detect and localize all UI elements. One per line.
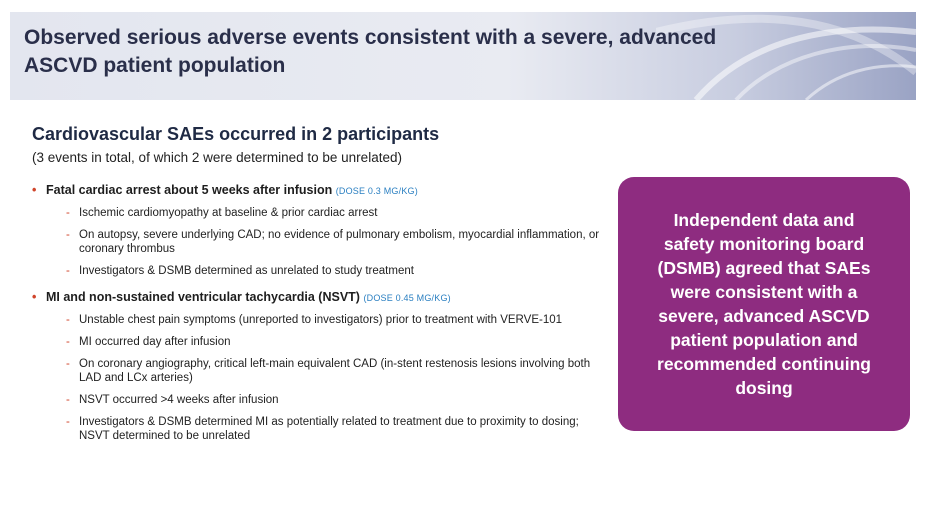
- event-detail: - NSVT occurred >4 weeks after infusion: [66, 394, 279, 406]
- dose-label: (DOSE 0.45 MG/KG): [363, 293, 451, 303]
- event-title: MI and non-sustained ventricular tachycardia (NSVT): [46, 290, 360, 304]
- event-detail: - On autopsy, severe underlying CAD; no evidence of pulmonary embolism, myocardial inflammation, or coronary thrombus: [66, 229, 600, 255]
- section-title: Cardiovascular SAEs occurred in 2 participants: [32, 124, 440, 144]
- dash-icon: -: [66, 229, 70, 241]
- dash-icon: -: [66, 207, 70, 219]
- event-detail: - Unstable chest pain symptoms (unreported to investigators) prior to treatment with VERVE-101: [66, 314, 563, 326]
- event-item: [32, 182, 602, 199]
- event-item: [32, 289, 602, 306]
- dash-icon: -: [66, 265, 70, 277]
- dose-label: (DOSE 0.3 MG/KG): [335, 186, 418, 196]
- event-detail: - Investigators & DSMB determined MI as potentially related to treatment due to proximity to dosing; NSVT determined to be unrelated: [66, 416, 579, 442]
- event-list: [32, 182, 602, 451]
- dash-icon: -: [66, 314, 70, 326]
- dsmb-callout-box: [618, 177, 910, 431]
- dash-icon: -: [66, 336, 70, 348]
- dash-icon: -: [66, 358, 70, 370]
- event-detail: - MI occurred day after infusion: [66, 336, 231, 348]
- bullet-icon: •: [32, 183, 37, 197]
- header-banner: [10, 12, 916, 100]
- event-title: Fatal cardiac arrest about 5 weeks after infusion: [46, 183, 333, 197]
- dash-icon: -: [66, 394, 70, 406]
- event-detail: - Ischemic cardiomyopathy at baseline & prior cardiac arrest: [66, 207, 378, 219]
- bullet-icon: •: [32, 290, 37, 304]
- callout-text: Independent data and safety monitoring board (DSMB) agreed that SAEs were consistent with a severe, advanced ASCVD patient population and recommended continuing dosing: [657, 210, 871, 398]
- event-detail: - Investigators & DSMB determined as unrelated to study treatment: [66, 265, 414, 277]
- dash-icon: -: [66, 416, 70, 428]
- section-note: (3 events in total, of which 2 were determined to be unrelated): [32, 150, 402, 165]
- event-detail: - On coronary angiography, critical left-main equivalent CAD (in-stent restenosis lesions involving both LAD and LCx arteries): [66, 358, 591, 384]
- page-title: Observed serious adverse events consistent with a severe, advanced ASCVD patient population: [24, 26, 717, 77]
